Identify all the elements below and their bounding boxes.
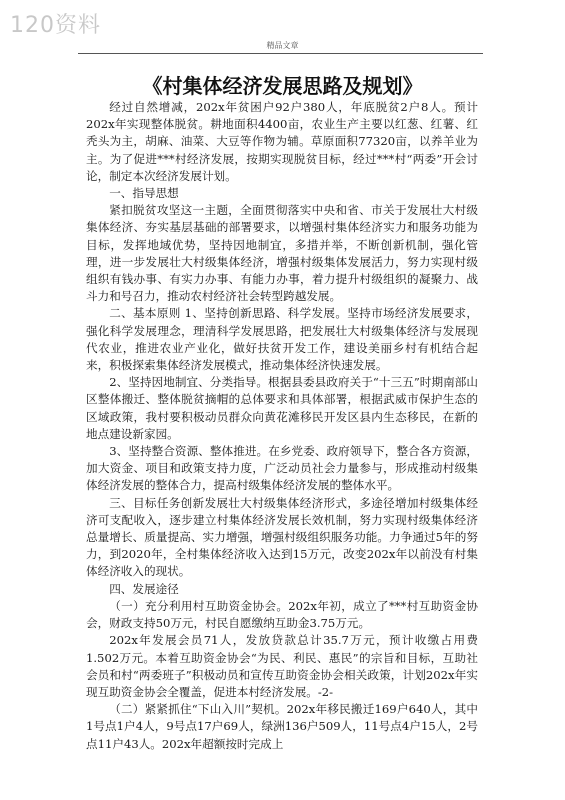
paragraph-relocation: （二）紧紧抓住“下山入川”契机。202x年移民搬迁169户640人，其中1号点1户4人，9号点17户69人，绿洲136户509人，11号点4户15人，2号点11户43人。202x年超额按时完成上	[86, 702, 478, 751]
header-label: 精品文章	[266, 41, 299, 50]
header-divider	[78, 53, 483, 54]
paragraph-goals: 三、目标任务创新发展壮大村级集体经济形式，多途径增加村级集体经济可支配收入，逐步建立村集体经济发展长效机制，努力实现村级集体经济总量增长、质量提高、实力增强，增强村级组织服务功能。力争通过5年的努力，到2020年，全村集体经济收入达到15万元，改变202x年以前没有村集体经济收入的现状。	[86, 495, 478, 579]
paragraph-intro: 经过自然增减，202x年贫困户92户380人，年底脱贫2户8人。预计202x年实现整体脱贫。耕地面积4400亩，农业生产主要以红葱、红薯、红秃头为主，胡麻、油菜、大豆等作物为辅。草原面积77320亩，以养羊业为主。为了促进***村经济发展，按期实现脱贫目标，经过***村“两委”开会讨论，制定本次经济发展计划。	[86, 100, 478, 183]
watermark-logo: 120资料	[10, 13, 101, 38]
paragraph-mutual-fund: （一）充分利用村互助资金协会。202x年初，成立了***村互助资金协会，财政支持50万元，村民自愿缴纳互助金3.75万元。	[86, 598, 478, 631]
document-title: 《村集体经济发展思路及规划》	[142, 74, 423, 98]
paragraph-principle-2: 2、坚持因地制宜、分类指导。根据县委县政府关于“十三五”时期南部山区整体搬迁、整体脱贫摘帽的总体要求和具体部署，根据武威市保护生态的区域政策，我村要积极动员群众向黄花滩移民开发区县内生态移民，在新的地点建设新家园。	[86, 375, 478, 441]
section-heading-guiding-thought: 一、指导思想	[109, 186, 179, 201]
paragraph-members: 202x年发展会员71人，发放贷款总计35.7万元，预计收缴占用费1.502万元。本着互助资金协会“为民、利民、惠民”的宗旨和目标，互助社会员和村“两委班子”积极动员和宣传互助资金协会相关政策，计划202x年实现互助资金协会全覆盖，促进本村经济发展。-2-	[86, 633, 478, 699]
paragraph-basic-principles: 二、基本原则 1、坚持创新思路、科学发展。坚持市场经济发展要求，强化科学发展理念，理清科学发展思路，把发展壮大村级集体经济与发展现代农业，推进农业产业化，做好扶贫开发工作，建设美丽乡村有机结合起来，积极探索集体经济发展模式，推动集体经济快速发展。	[86, 306, 478, 373]
paragraph-principle-3: 3、坚持整合资源、整体推进。在乡党委、政府领导下，整合各方资源，加大资金、项目和政策支持力度，广泛动员社会力量参与，形成推动村级集体经济发展的整体合力，提高村级集体经济发展的整体水平。	[86, 444, 478, 493]
document-body	[86, 99, 478, 753]
section-heading-development: 四、发展途径	[109, 581, 179, 596]
paragraph-guiding-thought: 紧扣脱贫攻坚这一主题，全面贯彻落实中央和省、市关于发展壮大村级集体经济、夯实基层基础的部署要求，以增强村集体经济实力和服务功能为目标，发挥地域优势，坚持因地制宜，多措并举，不断创新机制，强化管理，进一步发展壮大村级集体经济，增强村级集体发展活力，努力实现村级组织有钱办事、有实力办事、有能力办事，着力提升村级组织的凝聚力、战斗力和号召力，推动农村经济社会转型跨越发展。	[86, 203, 478, 304]
